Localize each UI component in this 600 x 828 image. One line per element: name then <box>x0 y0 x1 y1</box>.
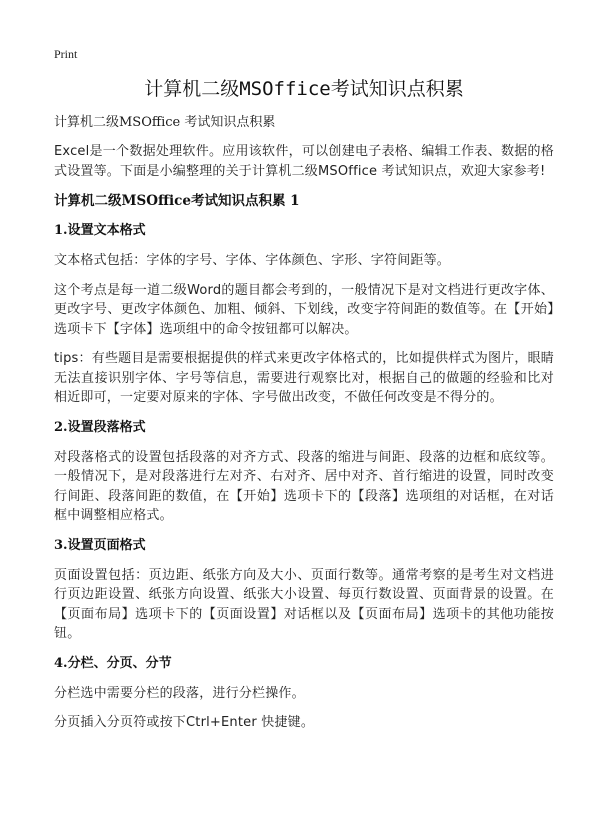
paragraph: 文本格式包括：字体的字号、字体、字体颜色、字形、字符间距等。 <box>54 253 451 268</box>
paragraph: 这个考点是每一道二级Word的题目都会考到的，一般情况下是对文档进行更改字体、更改字号、更改字体颜色、加粗、倾斜、下划线，改变字符间距的数值等。在【开始】选项卡下【字体】选项组中的命令按钮都可以解决。 <box>54 282 554 337</box>
subsection-heading-page-format: 3.设置页面格式 <box>54 537 146 553</box>
section-heading: 计算机二级MSOffice考试知识点积累 1 <box>54 193 300 209</box>
paragraph: 分页插入分页符或按下Ctrl+Enter 快捷键。 <box>54 715 315 730</box>
document-title: 计算机二级MSOffice考试知识点积累 <box>144 78 464 100</box>
paragraph: 对段落格式的设置包括段落的对齐方式、段落的缩进与间距、段落的边框和底纹等。一般情况下，是对段落进行左对齐、右对齐、居中对齐、首行缩进的设置，同时改变行间距、段落间距的数值，在【开始】选项卡下的【段落】选项组的对话框，在对话框中调整相应格式。 <box>54 449 554 523</box>
document-page <box>54 46 554 743</box>
subsection-heading-columns-pages-sections: 4.分栏、分页、分节 <box>54 655 172 671</box>
tips-paragraph: tips：有些题目是需要根据提供的样式来更改字体格式的，比如提供样式为图片，眼睛无法直接识别字体、字号等信息，需要进行观察比对，根据自己的做题的经验和比对相近即可，一定要对原来的字体、字号做出改变，不做任何改变是不得分的。 <box>54 351 554 405</box>
subsection-heading-text-format: 1.设置文本格式 <box>54 223 146 238</box>
subsection-heading-paragraph-format: 2.设置段落格式 <box>54 419 146 435</box>
intro-paragraph: Excel是一个数据处理软件。应用该软件，可以创建电子表格、编辑工作表、数据的格式设置等。下面是小编整理的关于计算机二级MSOffice 考试知识点，欢迎大家参考! <box>54 144 554 179</box>
paragraph: 页面设置包括：页边距、纸张方向及大小、页面行数等。通常考察的是考生对文档进行页边距设置、纸张方向设置、纸张大小设置、每页行数设置、页面背景的设置。在【页面布局】选项卡下的【页面设置】对话框以及【页面布局】选项卡的其他功能按钮。 <box>54 567 554 641</box>
paragraph: 分栏选中需要分栏的段落，进行分栏操作。 <box>54 685 305 701</box>
print-link[interactable]: Print <box>54 47 78 61</box>
document-subtitle: 计算机二级MSOffice 考试知识点积累 <box>54 115 276 130</box>
